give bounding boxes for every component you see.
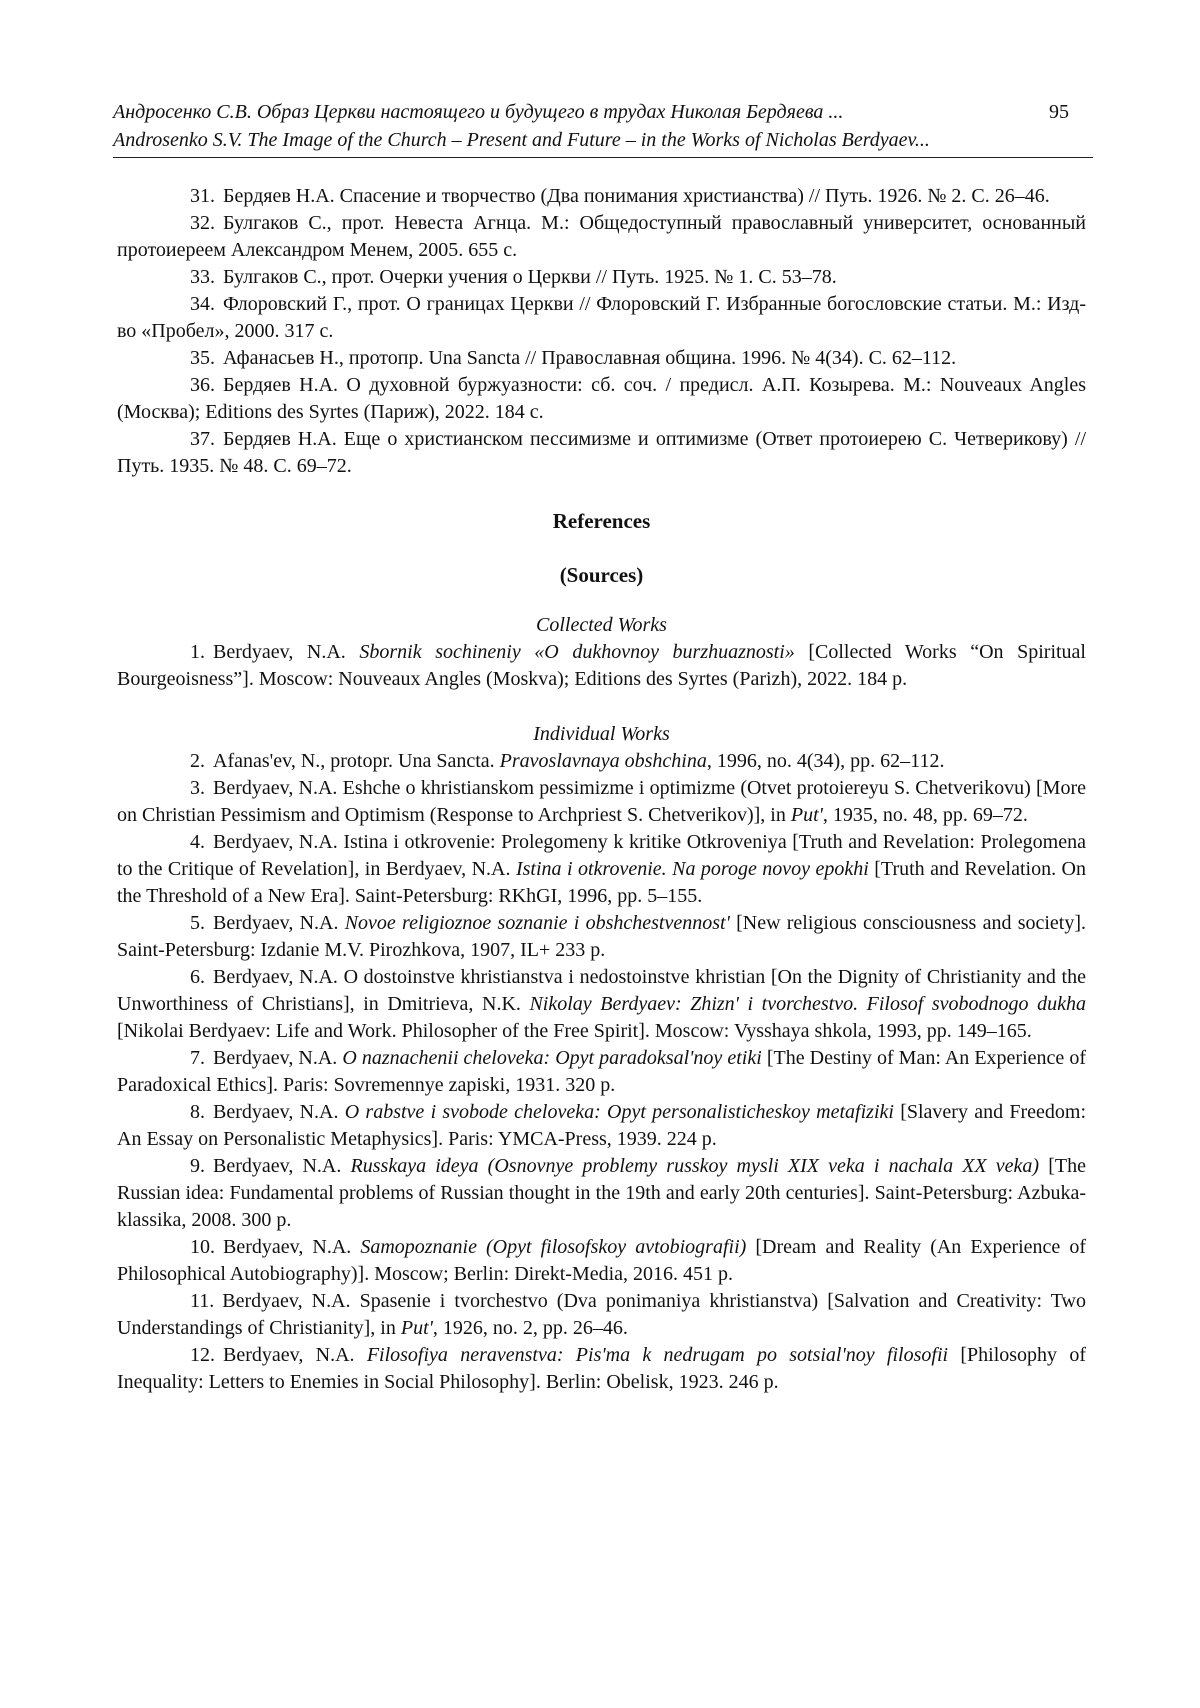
- ref-entry: 31. Бердяев Н.А. Спасение и творчество (Два понимания христианства) // Путь. 1926. № 2. С. 26–46.: [190, 185, 1050, 207]
- page-number: 95: [1049, 101, 1069, 123]
- header-title-en: Androsenko S.V. The Image of the Church – Present and Future – in the Works of Nicholas Berdyaev...: [113, 129, 930, 151]
- ref-entry: 37. Бердяев Н.А. Еще о христианском пессимизме и оптимизме (Ответ протоиерею С. Четверикову) // Путь. 1935. № 48. С. 69–72.: [117, 428, 1086, 477]
- individual-works-list: [117, 748, 1086, 1396]
- ref-entry: 2. Afanas'ev, N., protopr. Una Sancta. Pravoslavnaya obshchina, 1996, no. 4(34), pp. 62–112.: [190, 750, 945, 772]
- running-header: [113, 98, 1093, 154]
- individual-works-heading: Individual Works: [533, 723, 670, 745]
- ref-entry: 35. Афанасьев Н., протопр. Una Sancta // Православная община. 1996. № 4(34). С. 62–112.: [190, 347, 957, 369]
- article-body: [117, 183, 1086, 1396]
- collected-works-heading: Collected Works: [536, 614, 667, 636]
- ref-entry: 9. Berdyaev, N.A. Russkaya ideya (Osnovnye problemy russkoy mysli XIX veka i nachala XX veka) [The Russian idea: Fundamental problems of Russian thought in the 19th and early 20th centuries]. Saint-Petersburg: Azbuka-klassika, 2008. 300 p.: [117, 1155, 1087, 1231]
- ref-entry: 11. Berdyaev, N.A. Spasenie i tvorchestvo (Dva ponimaniya khristianstva) [Salvation and Creativity: Two Understandings of Christianity], in Put', 1926, no. 2, pp. 26–46.: [117, 1290, 1086, 1339]
- ref-entry: 34. Флоровский Г., прот. О границах Церкви // Флоровский Г. Избранные богословские статьи. М.: Изд-во «Пробел», 2000. 317 с.: [117, 293, 1086, 342]
- ref-entry: 7. Berdyaev, N.A. O naznachenii cheloveka: Opyt paradoksal'noy etiki [The Destiny of Man: An Experience of Paradoxical Ethics]. Paris: Sovremennye zapiski, 1931. 320 p.: [117, 1047, 1087, 1096]
- ref-entry: 4. Berdyaev, N.A. Istina i otkrovenie: Prolegomeny k kritike Otkroveniya [Truth and Revelation: Prolegomena to the Critique of Revelation], in Berdyaev, N.A. Istina i otkrovenie. Na poroge novoy epokhi [Truth and Revelation. On the Threshold of a New Era]. Saint-Petersburg: RKhGI, 1996, pp. 5–155.: [117, 831, 1086, 907]
- references-heading: References: [552, 509, 651, 533]
- ref-entry: 36. Бердяев Н.А. О духовной буржуазности: сб. соч. / предисл. А.П. Козырева. М.: Nouveaux Angles (Москва); Editions des Syrtes (Париж), 2022. 184 с.: [117, 374, 1086, 423]
- ref-entry: 10. Berdyaev, N.A. Samopoznanie (Opyt filosofskoy avtobiografii) [Dream and Reality (An Experience of Philosophical Autobiography)]. Moscow; Berlin: Direkt-Media, 2016. 451 p.: [117, 1236, 1086, 1285]
- collected-works-list: [117, 639, 1086, 693]
- ref-entry: 12. Berdyaev, N.A. Filosofiya neravenstva: Pis'ma k nedrugam po sotsial'noy filosofii [Philosophy of Inequality: Letters to Enemies in Social Philosophy]. Berlin: Obelisk, 1923. 246 p.: [117, 1344, 1086, 1393]
- ref-entry: 32. Булгаков С., прот. Невеста Агнца. М.: Общедоступный православный университет, основанный протоиереем Александром Менем, 2005. 655 с.: [117, 212, 1086, 261]
- header-line-ru: [113, 98, 1093, 126]
- ref-entry: 1. Berdyaev, N.A. Sbornik sochineniy «O dukhovnoy burzhuaznosti» [Collected Works “On Spiritual Bourgeoisness”]. Moscow: Nouveaux Angles (Moskva); Editions des Syrtes (Parizh), 2022. 184 p.: [117, 641, 1086, 690]
- header-title-ru: Андросенко С.В. Образ Церкви настоящего и будущего в трудах Николая Бердяева ...: [113, 101, 844, 123]
- ref-entry: 6. Berdyaev, N.A. O dostoinstve khristianstva i nedostoinstve khristian [On the Dignity of Christianity and the Unworthiness of Christians], in Dmitrieva, N.K. Nikolay Berdyaev: Zhizn' i tvorchestvo. Filosof svobodnogo dukha [Nikolai Berdyaev: Life and Work. Philosopher of the Free Spirit]. Moscow: Vysshaya shkola, 1993, pp. 149–165.: [117, 966, 1086, 1042]
- sources-heading: (Sources): [559, 563, 644, 587]
- ref-entry: 8. Berdyaev, N.A. O rabstve i svobode cheloveka: Opyt personalisticheskoy metafiziki [Slavery and Freedom: An Essay on Personalistic Metaphysics]. Paris: YMCA-Press, 1939. 224 p.: [117, 1101, 1087, 1150]
- ref-entry: 5. Berdyaev, N.A. Novoe religioznoe soznanie i obshchestvennost' [New religious consciousness and society]. Saint-Petersburg: Izdanie M.V. Pirozhkova, 1907, IL+ 233 p.: [117, 912, 1087, 961]
- ref-entry: 33. Булгаков С., прот. Очерки учения о Церкви // Путь. 1925. № 1. С. 53–78.: [190, 266, 837, 288]
- russian-reference-list: [117, 183, 1086, 480]
- header-rule: [113, 157, 1093, 158]
- header-line-en: [113, 126, 1093, 154]
- ref-entry: 3. Berdyaev, N.A. Eshche o khristianskom pessimizme i optimizme (Otvet protoiereyu S. Chetverikovu) [More on Christian Pessimism and Optimism (Response to Archpriest S. Chetverikov)], in Put', 1935, no. 48, pp. 69–72.: [117, 777, 1086, 826]
